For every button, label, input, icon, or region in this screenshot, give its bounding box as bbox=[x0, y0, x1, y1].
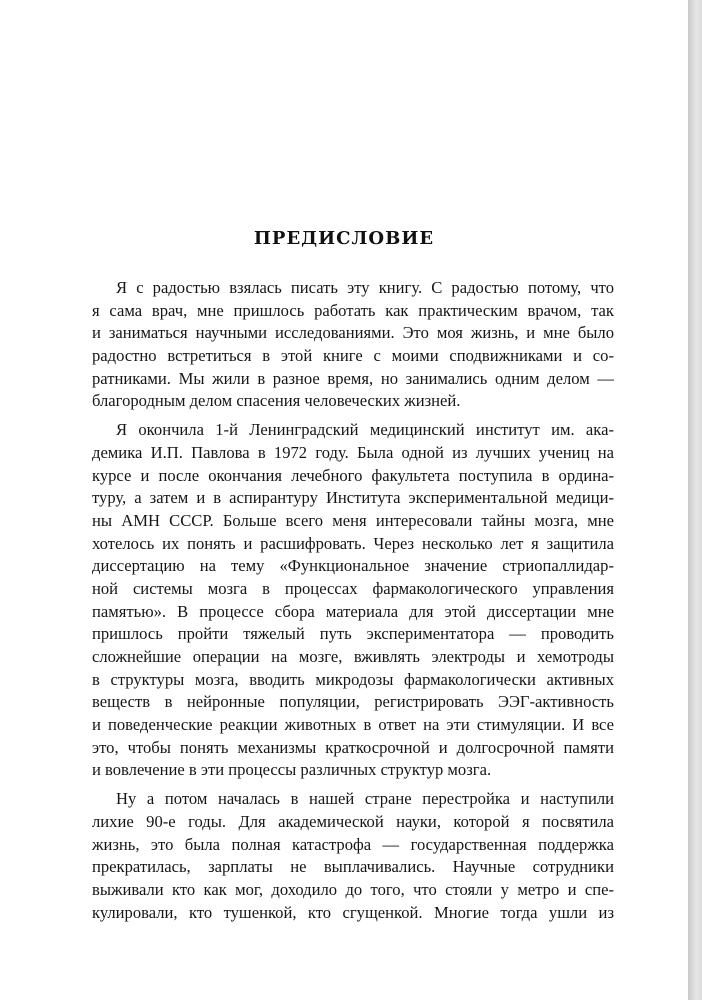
text-line: диссертацию на тему «Функциональное значение стриопаллидар- bbox=[92, 556, 614, 576]
text-line: жизнь, это была полная катастрофа — государственная поддержка bbox=[92, 834, 614, 854]
text-line: пришлось пройти тяжелый путь экспериментатора — проводить bbox=[92, 624, 614, 644]
text-line: памятью». В процессе сбора материала для этой диссертации мне bbox=[92, 601, 614, 621]
text-line: хотелось их понять и расшифровать. Через несколько лет я защитила bbox=[92, 533, 614, 553]
text-line: кулировали, кто тушенкой, кто сгущенкой. Многие тогда ушли из bbox=[92, 902, 614, 922]
text-line: это, чтобы понять механизмы краткосрочной и долгосрочной памяти bbox=[92, 737, 614, 757]
text-line: туру, а затем и в аспирантуру Института экспериментальной медици- bbox=[92, 488, 614, 508]
text-line: благородным делом спасения человеческих жизней. bbox=[92, 391, 461, 411]
body-text bbox=[92, 277, 614, 930]
page-title: ПРЕДИСЛОВИЕ bbox=[253, 228, 435, 249]
text-line: и поведенческие реакции животных в ответ на эти стимуляции. И все bbox=[92, 715, 614, 735]
text-line: ратниками. Мы жили в разное время, но занимались одним делом — bbox=[92, 368, 614, 388]
text-line: сложнейшие операции на мозге, вживлять электроды и хемотроды bbox=[92, 647, 614, 666]
paragraph bbox=[92, 419, 614, 782]
paragraph bbox=[92, 277, 614, 413]
text-line: лихие 90-е годы. Для академической науки, которой я посвятила bbox=[92, 811, 614, 831]
text-line: веществ в нейронные популяции, регистрировать ЭЭГ-активность bbox=[92, 692, 614, 712]
text-line: Я окончила 1-й Ленинградский медицинский институт им. ака- bbox=[116, 420, 614, 440]
text-line: радостно встретиться в этой книге с моими сподвижниками и со- bbox=[92, 346, 614, 366]
text-line: демика И.П. Павлова в 1972 году. Была одной из лучших учениц на bbox=[92, 442, 614, 462]
paragraph bbox=[92, 788, 614, 924]
text-line: Я с радостью взялась писать эту книгу. С радостью потому, что bbox=[116, 278, 614, 297]
text-line: прекратилась, зарплаты не выплачивались. Научные сотрудники bbox=[92, 857, 614, 877]
text-line: ны АМН СССР. Больше всего меня интересовали тайны мозга, мне bbox=[92, 510, 614, 530]
text-line: Ну а потом началась в нашей стране перестройка и наступили bbox=[116, 789, 614, 809]
text-line: курсе и после окончания лечебного факультета поступила в ордина- bbox=[92, 465, 614, 485]
text-line: и вовлечение в эти процессы различных структур мозга. bbox=[92, 760, 492, 780]
text-line: я сама врач, мне пришлось работать как практическим врачом, так bbox=[92, 300, 614, 320]
text-line: и заниматься научными исследованиями. Это моя жизнь, и мне было bbox=[92, 323, 614, 343]
text-line: ной системы мозга в процессах фармакологического управления bbox=[92, 578, 614, 598]
text-line: выживали кто как мог, доходило до того, что стояли у метро и спе- bbox=[92, 879, 614, 899]
text-line: в структуры мозга, вводить микродозы фармакологически активных bbox=[92, 669, 614, 689]
page-edge bbox=[688, 0, 702, 1000]
